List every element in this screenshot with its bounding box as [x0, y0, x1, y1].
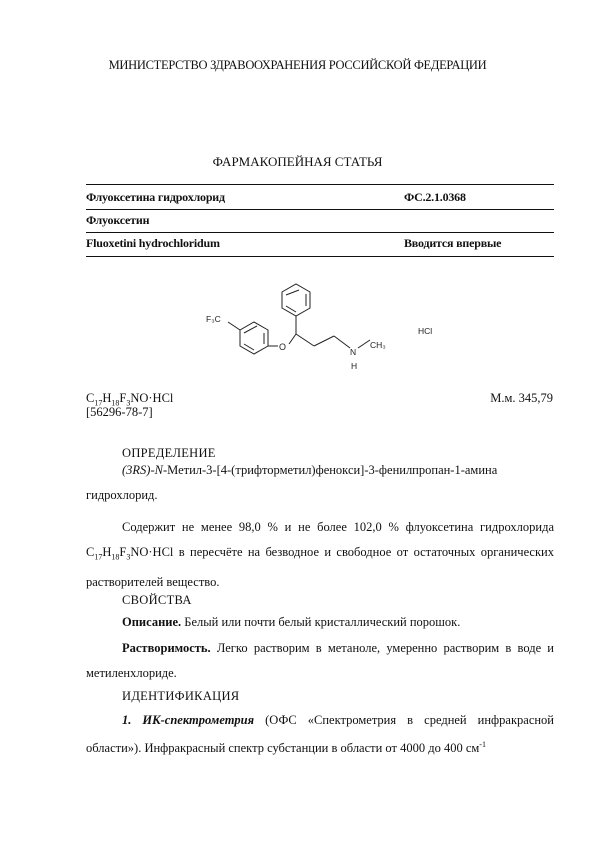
- bond-o-c3: [289, 334, 296, 344]
- properties-heading: СВОЙСТВА: [122, 593, 192, 607]
- divider-top: [86, 184, 554, 185]
- properties-solubility: Растворимость. Легко растворим в метаноле, умеренно растворим в воде и метиленхлориде.: [86, 641, 554, 680]
- definition-chemical-name: (3RS)-N-Метил-3-[4-(трифторметил)фенокси]-3-фенилпропан-1-амина гидрохлорид.: [86, 463, 498, 502]
- cf3-label: F₃C: [206, 314, 221, 324]
- molar-mass: М.м. 345,79: [490, 391, 553, 405]
- ministry-header: МИНИСТЕРСТВО ЗДРАВООХРАНЕНИЯ РОССИЙСКОЙ ФЕДЕРАЦИИ: [108, 58, 487, 72]
- hcl-label: HCl: [418, 326, 433, 336]
- nitrogen-label: N: [350, 347, 357, 357]
- structural-formula: [190, 278, 450, 378]
- hydrogen-label: H: [351, 361, 358, 371]
- properties-description: Описание. Белый или почти белый кристаллический порошок.: [122, 615, 461, 629]
- bond-c1-n: [334, 336, 350, 348]
- cas-number: [56296-78-7]: [86, 405, 153, 419]
- molecular-formula: $C_{17}H_{18}F_3NO\cdot HCl$: [86, 391, 174, 408]
- document-title: ФАРМАКОПЕЙНАЯ СТАТЬЯ: [212, 154, 383, 169]
- bond-n-ch3: [358, 340, 370, 348]
- divider-3: [86, 256, 554, 257]
- methyl-label: CH₃: [370, 340, 386, 350]
- monograph-status: Вводится впервые: [404, 236, 502, 250]
- monograph-name-ru: Флуоксетина гидрохлорид: [86, 190, 225, 204]
- monograph-code: ФС.2.1.0368: [404, 190, 466, 204]
- monograph-synonym: Флуоксетин: [86, 213, 150, 227]
- definition-heading: ОПРЕДЕЛЕНИЕ: [122, 446, 216, 460]
- identification-ir-spectrometry: 1. ИК-спектрометрия (ОФС «Спектрометрия в средней инфракрасной области»). Инфракрасный спектр субстанции в области от 4000 до 400 $см^{-1}$: [86, 713, 555, 755]
- divider-1: [86, 209, 554, 210]
- bond-cf3: [228, 322, 240, 330]
- oxygen-label: O: [279, 342, 287, 352]
- monograph-name-latin: Fluoxetini hydrochloridum: [86, 236, 220, 250]
- identification-heading: ИДЕНТИФИКАЦИЯ: [122, 689, 240, 703]
- divider-2: [86, 232, 554, 233]
- definition-content: Содержит не менее 98,0 % и не более 102,0 % флуоксетина гидрохлорида $C_{17}H_{18}F_3NO\cdot HCl$ в пересчёте на безводное и свободное от остаточных органических растворителей вещество.: [86, 520, 554, 589]
